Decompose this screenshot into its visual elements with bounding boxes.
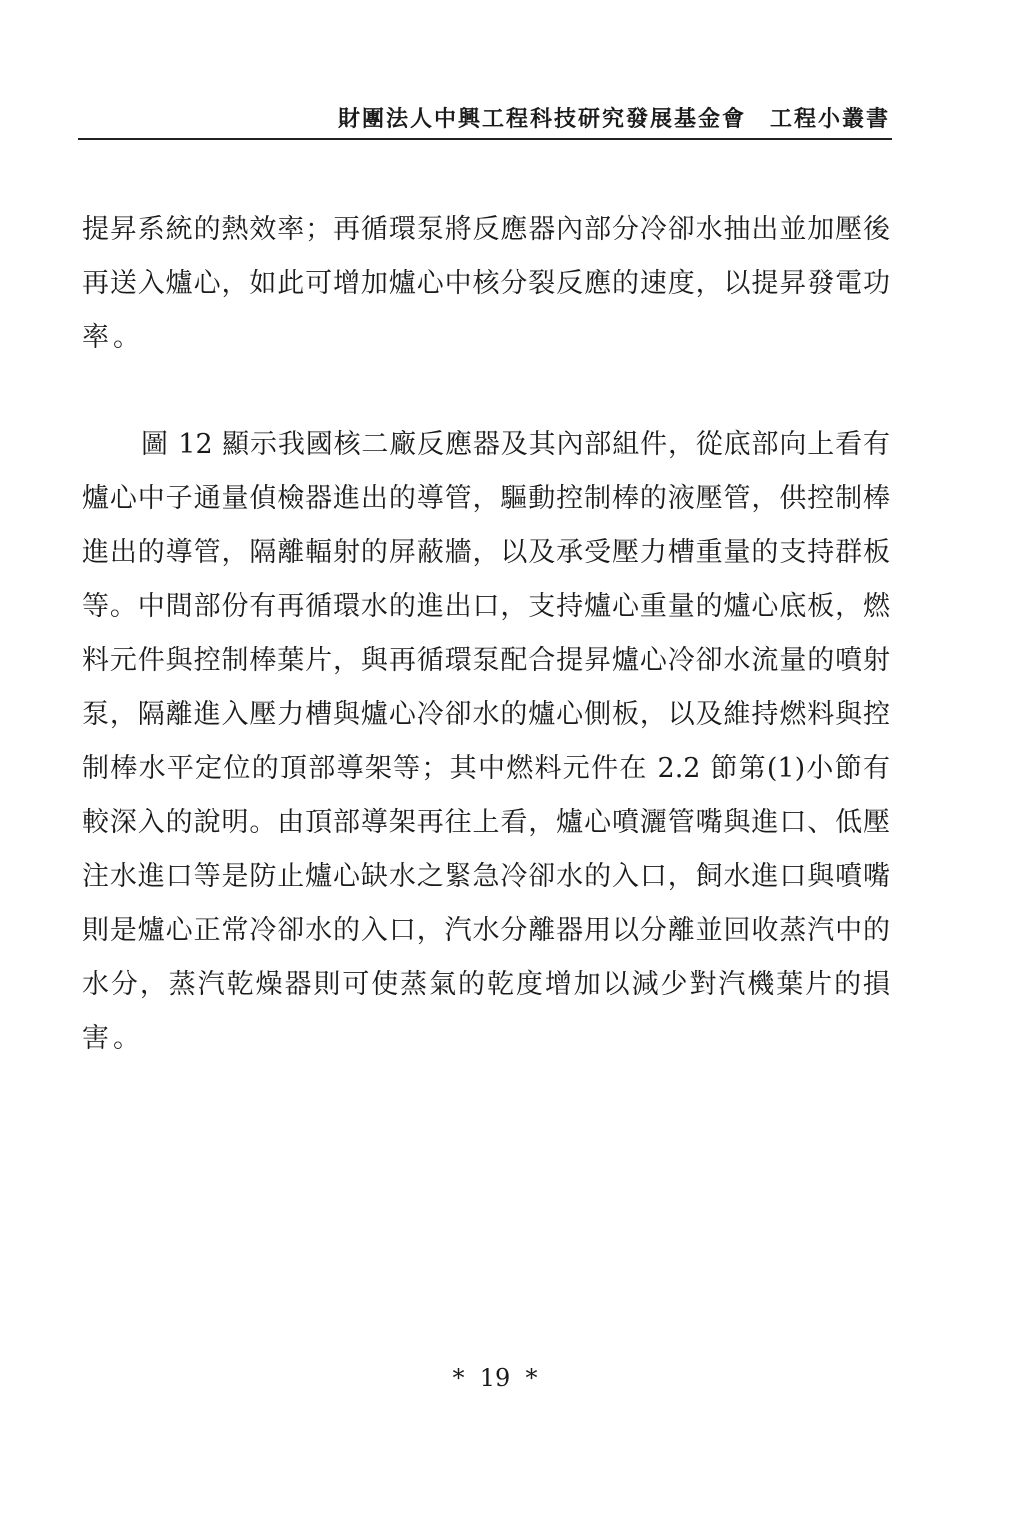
paragraph-2-line-4: 等。中間部份有再循環水的進出口，支持爐心重量的爐心底板，燃 xyxy=(82,591,890,622)
page-number: * 19 * xyxy=(452,1364,538,1392)
paragraph-2-line-10: 則是爐心正常冷卻水的入口，汽水分離器用以分離並回收蒸汽中的 xyxy=(82,915,890,946)
paragraph-2-line-1: 圖 12 顯示我國核二廠反應器及其內部組件，從底部向上看有 xyxy=(141,429,890,460)
page-header xyxy=(78,100,892,140)
paragraph-1-line-1: 提昇系統的熱效率；再循環泵將反應器內部分冷卻水抽出並加壓後 xyxy=(82,214,890,245)
page-header-title: 財團法人中興工程科技研究發展基金會 工程小叢書 xyxy=(337,106,890,132)
paragraph-1-line-2: 再送入爐心，如此可增加爐心中核分裂反應的速度，以提昇發電功 xyxy=(82,268,890,299)
paragraph-2-line-2: 爐心中子通量偵檢器進出的導管，驅動控制棒的液壓管，供控制棒 xyxy=(82,483,890,514)
paragraph-2-line-5: 料元件與控制棒葉片，與再循環泵配合提昇爐心冷卻水流量的噴射 xyxy=(82,645,890,676)
paragraph-2-line-8: 較深入的說明。由頂部導架再往上看，爐心噴灑管嘴與進口、低壓 xyxy=(82,807,890,838)
paragraph-2-line-9: 注水進口等是防止爐心缺水之緊急冷卻水的入口，飼水進口與噴嘴 xyxy=(82,861,890,892)
paragraph-2-line-11: 水分，蒸汽乾燥器則可使蒸氣的乾度增加以減少對汽機葉片的損 xyxy=(82,969,890,1000)
paragraph-2-line-12: 害。 xyxy=(82,1023,144,1054)
paragraph-2-line-3: 進出的導管，隔離輻射的屏蔽牆，以及承受壓力槽重量的支持群板 xyxy=(82,537,890,568)
paragraph-1-line-3: 率。 xyxy=(82,322,144,353)
paragraph-2-line-6: 泵，隔離進入壓力槽與爐心冷卻水的爐心側板，以及維持燃料與控 xyxy=(82,699,890,730)
paragraph-2-line-7: 制棒水平定位的頂部導架等；其中燃料元件在 2.2 節第(1)小節有 xyxy=(82,753,890,784)
